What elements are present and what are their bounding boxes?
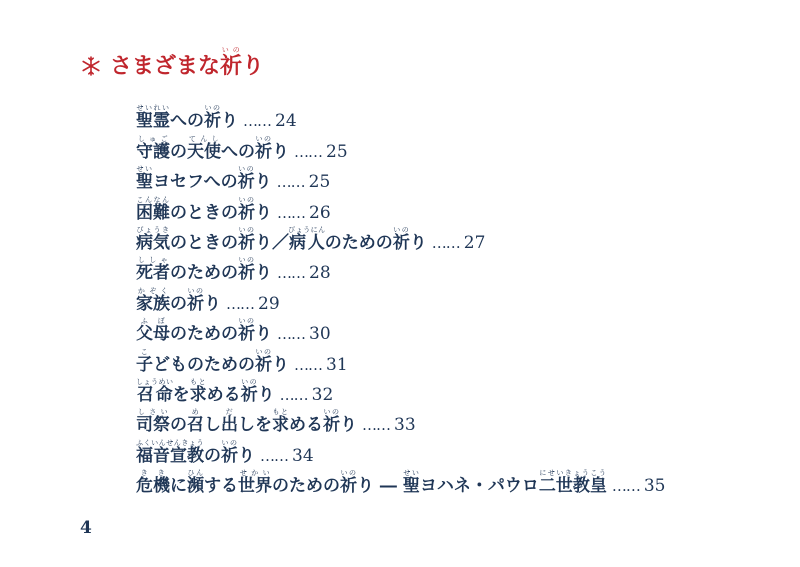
ruby-base: 病気: [136, 232, 170, 253]
ruby-annotated-text: [402, 469, 420, 497]
toc-page-number: 28: [309, 263, 331, 284]
ruby-annotated-text: [288, 225, 326, 253]
ruby-reading: いの: [340, 469, 357, 478]
ruby-annotated-text: [136, 104, 170, 132]
toc-dot-leader: ……: [294, 355, 322, 374]
title-text: り: [238, 445, 255, 466]
toc-entry[interactable]: [136, 253, 665, 283]
ruby-reading: ひん: [187, 469, 204, 478]
ruby-base: 召命: [136, 384, 174, 405]
title-text: のための: [324, 232, 393, 253]
title-text: の: [170, 141, 187, 162]
ruby-reading: ふくいんせんきょう: [136, 438, 204, 447]
toc-entry[interactable]: [136, 223, 665, 253]
title-text: める: [206, 384, 241, 405]
ruby-base: 子: [136, 354, 153, 375]
ruby-base: 召: [187, 415, 204, 436]
toc-entry[interactable]: [136, 314, 665, 344]
ruby-base: 天使: [187, 141, 221, 162]
section-title-reading: いの: [220, 46, 243, 54]
toc-page-number: 26: [309, 202, 331, 223]
title-text: する: [204, 476, 238, 497]
ruby-base: 祈: [238, 232, 255, 253]
ruby-annotated-text: [238, 225, 255, 253]
ruby-annotated-text: [187, 469, 204, 497]
title-text: り: [272, 354, 289, 375]
title-text: どものための: [153, 354, 255, 375]
ruby-reading: びょうき: [136, 225, 170, 234]
toc-entry-title: [136, 378, 275, 405]
title-text: り: [221, 111, 238, 132]
ruby-annotated-text: [240, 377, 258, 405]
ruby-annotated-text: [538, 469, 607, 497]
ruby-reading: ふぼ: [136, 317, 170, 326]
toc-entry-title: [136, 348, 289, 375]
toc-dot-leader: ……: [260, 446, 288, 465]
toc-entry-title: [136, 226, 427, 253]
ruby-base: 祈: [238, 202, 255, 223]
title-text: の: [170, 415, 187, 436]
toc-entry-title: [136, 104, 238, 131]
toc-dot-leader: ……: [277, 264, 305, 283]
toc-dot-leader: ……: [277, 325, 305, 344]
toc-page-number: 25: [326, 141, 348, 162]
title-text: の: [170, 293, 187, 314]
ruby-base: 病人: [288, 232, 326, 253]
title-text: り: [254, 172, 272, 193]
ruby-base: 祈: [323, 415, 340, 436]
ruby-reading: しさい: [136, 408, 170, 417]
ruby-base: 祈: [240, 384, 258, 405]
title-text: し: [204, 415, 221, 436]
ruby-annotated-text: [136, 134, 170, 162]
ruby-base: 祈: [237, 172, 255, 193]
ruby-base: 求: [272, 415, 289, 436]
toc-entry-title: [136, 317, 272, 344]
toc-entry[interactable]: [136, 405, 665, 435]
ruby-base: 祈: [255, 141, 272, 162]
ruby-reading: いの: [238, 195, 255, 204]
ruby-annotated-text: [136, 347, 153, 375]
toc-entry-title: [136, 287, 221, 314]
toc-entry-title: [136, 439, 255, 466]
ruby-annotated-text: [136, 377, 174, 405]
ruby-base: 祈: [204, 111, 221, 132]
toc-entry-title: [136, 196, 272, 223]
ruby-annotated-text: [221, 408, 238, 436]
title-text: り: [255, 324, 272, 345]
toc-page-number: 30: [309, 324, 331, 345]
snowflake-asterisk-icon: [80, 55, 102, 77]
ruby-reading: いの: [221, 438, 238, 447]
ruby-reading: いの: [204, 104, 221, 113]
ruby-reading: いの: [238, 256, 255, 265]
ruby-reading: だ: [221, 408, 238, 417]
toc-dot-leader: ……: [431, 233, 460, 252]
ruby-base: 出: [221, 415, 238, 436]
title-text: り: [204, 293, 221, 314]
ruby-base: 祈: [221, 445, 238, 466]
ruby-base: 祈: [255, 354, 272, 375]
ruby-reading: いの: [255, 347, 272, 356]
ruby-reading: いの: [240, 377, 258, 386]
title-text: のための: [170, 324, 238, 345]
ruby-reading: いの: [323, 408, 340, 417]
toc-page-number: 32: [311, 384, 334, 405]
ruby-base: 祈: [340, 476, 357, 497]
toc-dot-leader: ……: [279, 385, 308, 404]
ruby-annotated-text: [136, 225, 170, 253]
title-text: ヨセフへの: [153, 172, 238, 193]
ruby-reading: ししゃ: [136, 256, 170, 265]
ruby-reading: にせいきょうこう: [538, 469, 607, 478]
section-title: [110, 46, 264, 81]
title-text: を: [172, 384, 190, 405]
toc-page-number: 29: [258, 293, 280, 314]
ruby-reading: もと: [272, 408, 289, 417]
ruby-base: 死者: [136, 263, 170, 284]
toc-page-number: 33: [394, 415, 416, 436]
section-title-ruby: [220, 46, 243, 79]
ruby-annotated-text: [255, 134, 272, 162]
ruby-annotated-text: [136, 195, 170, 223]
section-title-kanji: 祈: [220, 53, 243, 79]
ruby-base: 求: [189, 384, 207, 405]
toc-dot-leader: ……: [294, 142, 322, 161]
ruby-reading: いの: [392, 225, 410, 234]
ruby-base: 司祭: [136, 415, 170, 436]
toc-dot-leader: ……: [611, 477, 640, 496]
toc-entry[interactable]: [136, 162, 665, 192]
ruby-reading: てんし: [187, 134, 221, 143]
ruby-reading: きき: [136, 469, 170, 478]
title-text: り: [257, 384, 275, 405]
ruby-base: 困難: [136, 202, 170, 223]
title-text: への: [221, 141, 255, 162]
toc-entry-title: [136, 469, 607, 496]
title-text: のための: [272, 476, 340, 497]
title-text: に: [170, 476, 187, 497]
ruby-annotated-text: [238, 469, 272, 497]
ruby-annotated-text: [237, 165, 255, 193]
page-number: 4: [80, 518, 92, 538]
toc-page-number: 25: [308, 172, 331, 193]
ruby-base: 聖霊: [136, 111, 170, 132]
title-text: り ―: [357, 476, 403, 497]
ruby-reading: こ: [136, 347, 153, 356]
ruby-annotated-text: [136, 438, 204, 466]
title-text: の: [204, 445, 221, 466]
ruby-reading: いの: [187, 286, 204, 295]
ruby-base: 瀕: [187, 476, 204, 497]
toc-entry[interactable]: [136, 192, 665, 222]
title-text: ヨハネ・パウロ: [419, 476, 539, 497]
ruby-annotated-text: [238, 195, 255, 223]
title-text: り: [340, 415, 357, 436]
ruby-annotated-text: [136, 317, 170, 345]
ruby-base: 聖: [136, 172, 153, 193]
ruby-annotated-text: [255, 347, 272, 375]
toc-entry[interactable]: [136, 283, 665, 313]
ruby-base: 祈: [238, 324, 255, 345]
ruby-reading: せかい: [238, 469, 272, 478]
title-text: への: [170, 111, 204, 132]
ruby-reading: もと: [189, 377, 207, 386]
ruby-annotated-text: [204, 104, 221, 132]
ruby-base: 祈: [238, 263, 255, 284]
section-heading: [80, 46, 264, 81]
ruby-reading: びょうにん: [288, 225, 326, 234]
ruby-reading: せい: [136, 165, 153, 174]
ruby-base: 福音宣教: [136, 445, 204, 466]
ruby-base: 危機: [136, 476, 170, 497]
ruby-reading: せい: [402, 469, 420, 478]
toc-entry[interactable]: [136, 344, 665, 374]
ruby-base: 世界: [238, 476, 272, 497]
ruby-annotated-text: [238, 256, 255, 284]
toc-dot-leader: ……: [226, 294, 254, 313]
ruby-base: 父母: [136, 324, 170, 345]
toc-page-number: 34: [292, 445, 314, 466]
toc-page-number: 24: [275, 111, 297, 132]
ruby-annotated-text: [187, 134, 221, 162]
toc-dot-leader: ……: [276, 173, 305, 192]
ruby-reading: しょうめい: [136, 377, 174, 386]
toc-dot-leader: ……: [243, 112, 271, 131]
ruby-reading: め: [187, 408, 204, 417]
title-text: のときの: [170, 232, 238, 253]
ruby-reading: いの: [255, 134, 272, 143]
title-text: しを: [238, 415, 272, 436]
ruby-reading: かぞく: [136, 286, 170, 295]
title-text: める: [289, 415, 323, 436]
ruby-reading: せいれい: [136, 104, 170, 113]
toc-entry[interactable]: [136, 466, 665, 496]
ruby-annotated-text: [189, 377, 207, 405]
toc-entry-title: [136, 256, 272, 283]
ruby-base: 二世教皇: [538, 476, 607, 497]
ruby-annotated-text: [136, 165, 153, 193]
toc-page-number: 31: [326, 354, 348, 375]
ruby-annotated-text: [238, 317, 255, 345]
ruby-base: 祈: [392, 232, 410, 253]
title-text: り: [255, 202, 272, 223]
ruby-reading: しゅご: [136, 134, 170, 143]
toc-entry-title: [136, 135, 289, 162]
ruby-annotated-text: [272, 408, 289, 436]
toc-entry[interactable]: [136, 375, 665, 405]
toc-entry-title: [136, 408, 357, 435]
ruby-base: 家族: [136, 293, 170, 314]
ruby-reading: いの: [238, 317, 255, 326]
toc-entry-title: [136, 165, 272, 192]
toc-entry[interactable]: [136, 101, 665, 131]
ruby-annotated-text: [323, 408, 340, 436]
ruby-annotated-text: [187, 286, 204, 314]
table-of-contents: [136, 101, 665, 496]
ruby-annotated-text: [392, 225, 410, 253]
ruby-annotated-text: [221, 438, 238, 466]
toc-page-number: 27: [463, 232, 486, 253]
toc-entry[interactable]: [136, 435, 665, 465]
ruby-base: 聖: [402, 476, 420, 497]
title-text: のときの: [170, 202, 238, 223]
toc-dot-leader: ……: [277, 203, 305, 222]
toc-entry[interactable]: [136, 131, 665, 161]
ruby-reading: いの: [238, 225, 255, 234]
ruby-annotated-text: [340, 469, 357, 497]
ruby-reading: こんなん: [136, 195, 170, 204]
ruby-annotated-text: [136, 286, 170, 314]
section-title-text: さまざまな: [110, 53, 221, 79]
title-text: り: [255, 263, 272, 284]
ruby-base: 祈: [187, 293, 204, 314]
title-text: り: [409, 232, 427, 253]
toc-dot-leader: ……: [362, 416, 390, 435]
ruby-annotated-text: [136, 256, 170, 284]
toc-page-number: 35: [643, 476, 666, 497]
ruby-annotated-text: [136, 469, 170, 497]
section-title-tail: り: [242, 53, 265, 79]
title-text: り: [272, 141, 289, 162]
ruby-annotated-text: [136, 408, 170, 436]
ruby-reading: いの: [237, 165, 255, 174]
ruby-annotated-text: [187, 408, 204, 436]
ruby-base: 守護: [136, 141, 170, 162]
title-text: のための: [170, 263, 238, 284]
title-text: り／: [255, 232, 289, 253]
